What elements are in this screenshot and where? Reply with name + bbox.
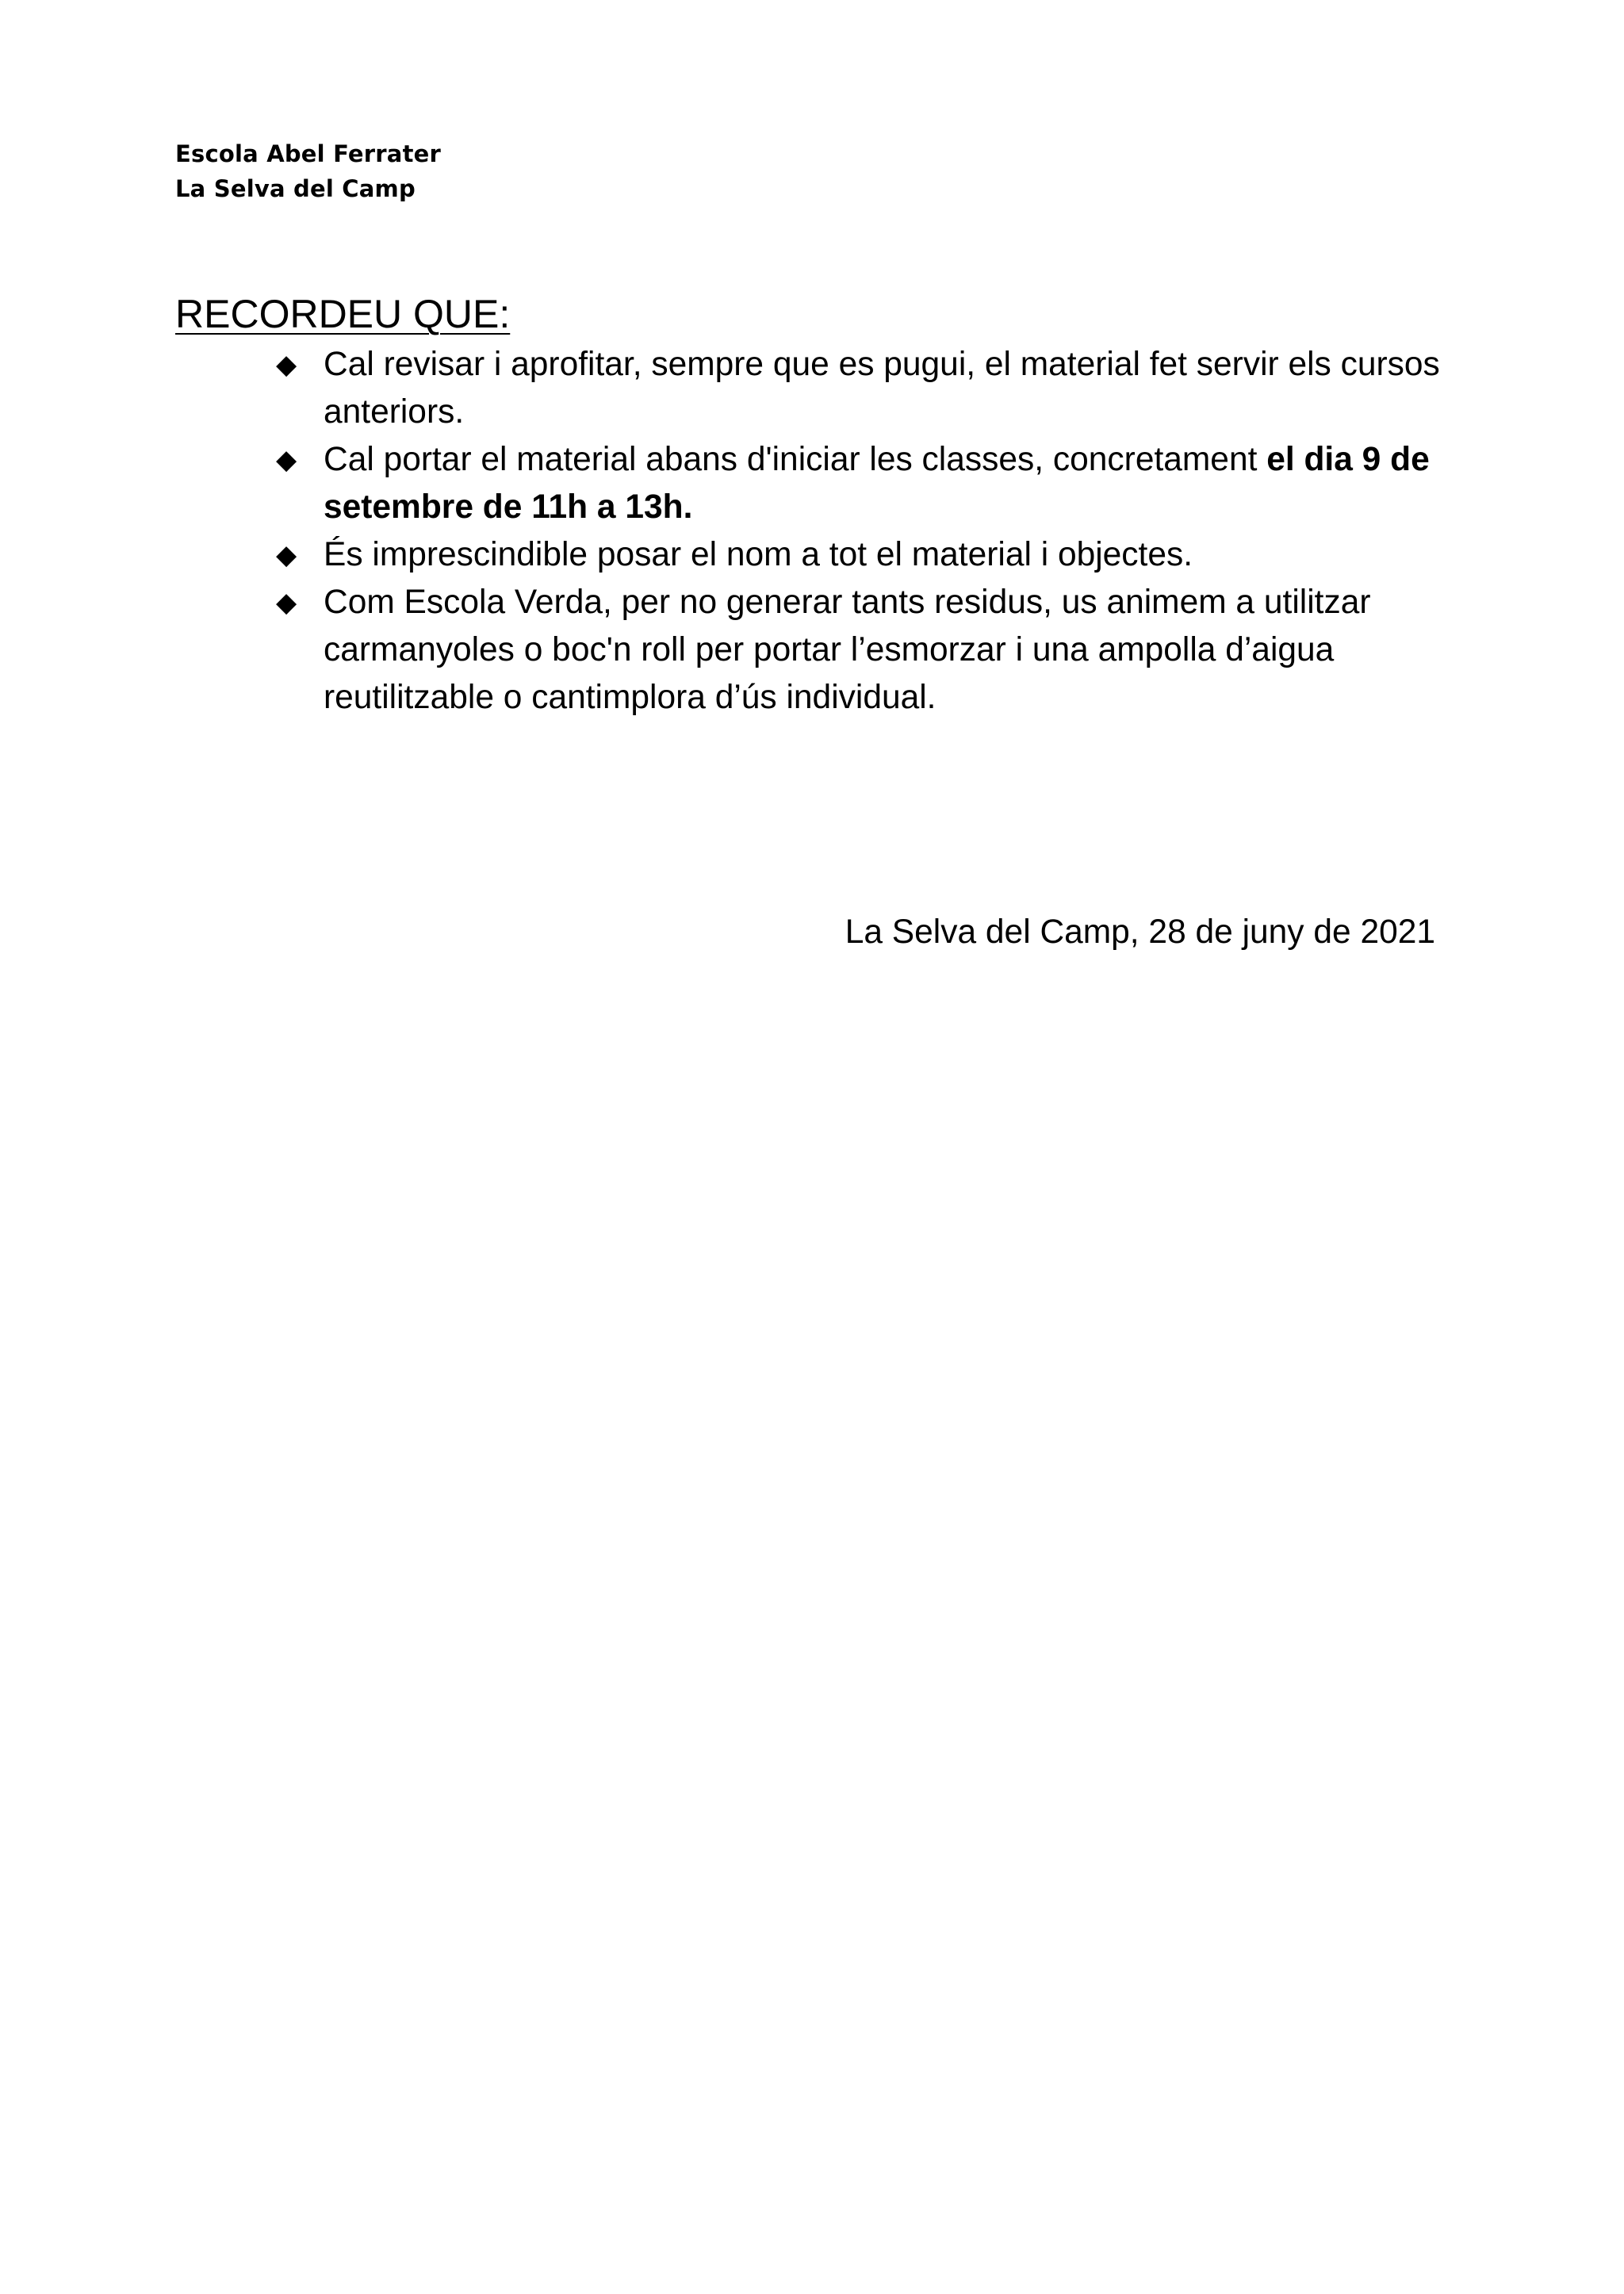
list-item-text: Cal revisar i aprofitar, sempre que es pugui, el material fet servir els cursos anteriors. (324, 346, 1440, 431)
list-item (276, 579, 1450, 722)
reminder-list (276, 341, 1450, 722)
reminder-heading: RECORDEU QUE: (175, 292, 511, 336)
list-item-text: Cal portar el material abans d'iniciar les classes, concretament (324, 441, 1267, 478)
letterhead (175, 136, 441, 206)
list-item (276, 531, 1450, 579)
diamond-bullet-icon: ◆ (276, 540, 297, 570)
list-item-text: Com Escola Verda, per no generar tants residus, us animem a utilitzar carmanyoles o boc'n roll per portar l’esmorzar i una ampolla d’aigua reutilitzable o cantimplora d’ús individual. (324, 584, 1371, 716)
list-item (276, 436, 1450, 531)
list-item (276, 341, 1450, 436)
diamond-bullet-icon: ◆ (276, 445, 297, 475)
place-and-date: La Selva del Camp, 28 de juny de 2021 (845, 913, 1435, 951)
school-name: Escola Abel Ferrater (175, 140, 442, 167)
list-item-text: És imprescindible posar el nom a tot el material i objectes. (324, 536, 1193, 573)
delivery-date-emphasis: el dia 9 de setembre de 11h a 13h. (324, 441, 1430, 526)
school-town: La Selva del Camp (175, 175, 416, 202)
diamond-bullet-icon: ◆ (276, 350, 297, 380)
diamond-bullet-icon: ◆ (276, 588, 297, 618)
